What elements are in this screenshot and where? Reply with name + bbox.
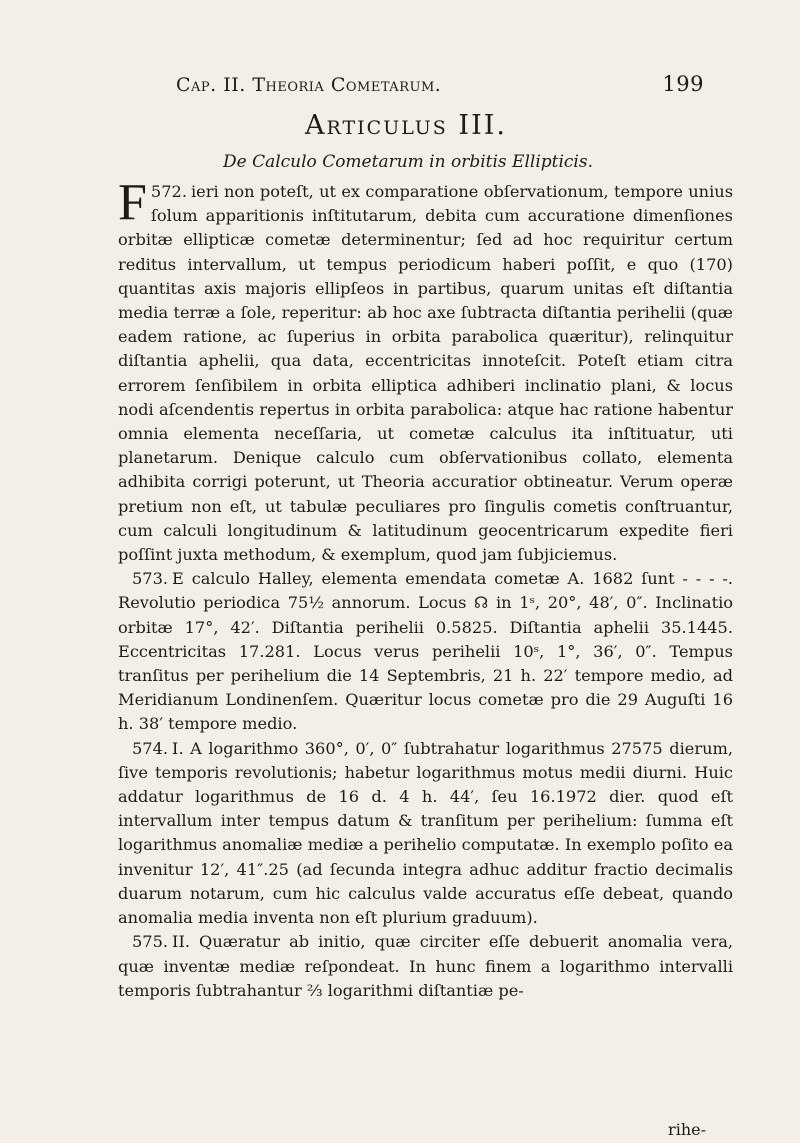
body-text [118,174,733,1003]
paragraph-573 [118,567,733,736]
article-subtitle: De Calculo Cometarum in orbitis Ellipticis. [222,152,594,172]
catchword: rihe- [668,1120,706,1139]
section-number: 572. [150,182,187,201]
running-title: Cap. II. Theoria Cometarum. [176,74,442,96]
running-head [176,72,704,96]
section-number: 574. [132,738,169,758]
paragraph-574 [118,737,733,931]
section-number: 575. [132,932,169,952]
paragraph-575 [118,930,733,1003]
paragraph-572 [118,174,733,567]
paragraph-text: E calculo Halley, elementa emendata cometæ A. 1682 ſunt - - - -. Revolutio periodica 75½ annorum. Locus ☊ in 1ˢ, 20°, 48′, 0″. Inclinatio orbitæ 17°, 42′. Diſtantia perihelii 0.5825. Diſtantia aphelii 35.1445. Eccentricitas 17.281. Locus verus perihelii 10ˢ, 1°, 36′, 0″. Tempus tranſitus per perihelium die 14 Septembris, 21 h. 22′ tempore medio, ad Meridianum Londinenſem. Quæritur locus cometæ pro die 29 Auguſti 16 h. 38′ tempore medio. [118,569,733,734]
page-number: 199 [662,72,704,96]
paragraph-text: ieri non poteſt, ut ex comparatione obſervationum, tempore unius ſolum apparitionis inſtitutarum, debita cum accuratione dimenſiones orbitæ ellipticæ cometæ determinentur; ſed ad hoc requiritur certum reditus intervallum, ut tempus periodicum haberi poſſit, e quo (170) quantitas axis majoris ellipſeos in partibus, quarum unitas eſt diſtantia media terræ a ſole, reperitur: ab hoc axe ſubtracta diſtantia perihelii (quæ eadem ratione, ac ſuperius in orbita parabolica quæritur), relinquitur diſtantia aphelii, qua data, eccentricitas innoteſcit. Poteſt etiam citra errorem ſenſibilem in orbita elliptica adhiberi inclinatio plani, & locus nodi aſcendentis repertus in orbita parabolica: atque hac ratione habentur omnia elementa neceſſaria, ut cometæ calculus ita inſtituatur, uti planetarum. Denique calculo cum obſervationibus collato, elementa adhibita corrigi poterunt, ut Theoria accuratior obtineatur. Verum operæ pretium non eſt, ut tabulæ peculiares pro ſingulis cometis conſtruantur, cum calculi longitudinum & latitudinum geocentricarum expedite fieri poſſint juxta methodum, & exemplum, quod jam ſubjiciemus. [118,182,733,565]
paragraph-text: I. A logarithmo 360°, 0′, 0″ ſubtrahatur logarithmus 27575 dierum, ſive temporis revolutionis; habetur logarithmus motus medii diurni. Huic addatur logarithmus de 16 d. 4 h. 44′, ſeu 16.1972 dier. quod eſt intervallum inter tempus datum & tranſitum per perihelium: ſumma eſt logarithmus anomaliæ mediæ a perihelio computatæ. In exemplo poſito ea invenitur 12′, 41″.25 (ad ſecunda integra adhuc additur fractio decimalis duarum notarum, cum hic calculus valde accuratus eſſe debeat, quando anomalia media inventa non eſt plurium graduum). [118,738,733,928]
article-heading: Articulus III. [305,110,507,141]
section-number: 573. [132,569,169,589]
paragraph-text: II. Quæratur ab initio, quæ circiter eſſe debuerit anomalia vera, quæ inventæ mediæ reſpondeat. In hunc finem a logarithmo intervalli temporis ſubtrahantur ⅔ logarithmi diſtantiæ pe- [118,932,733,1000]
drop-capital: F [118,174,147,231]
